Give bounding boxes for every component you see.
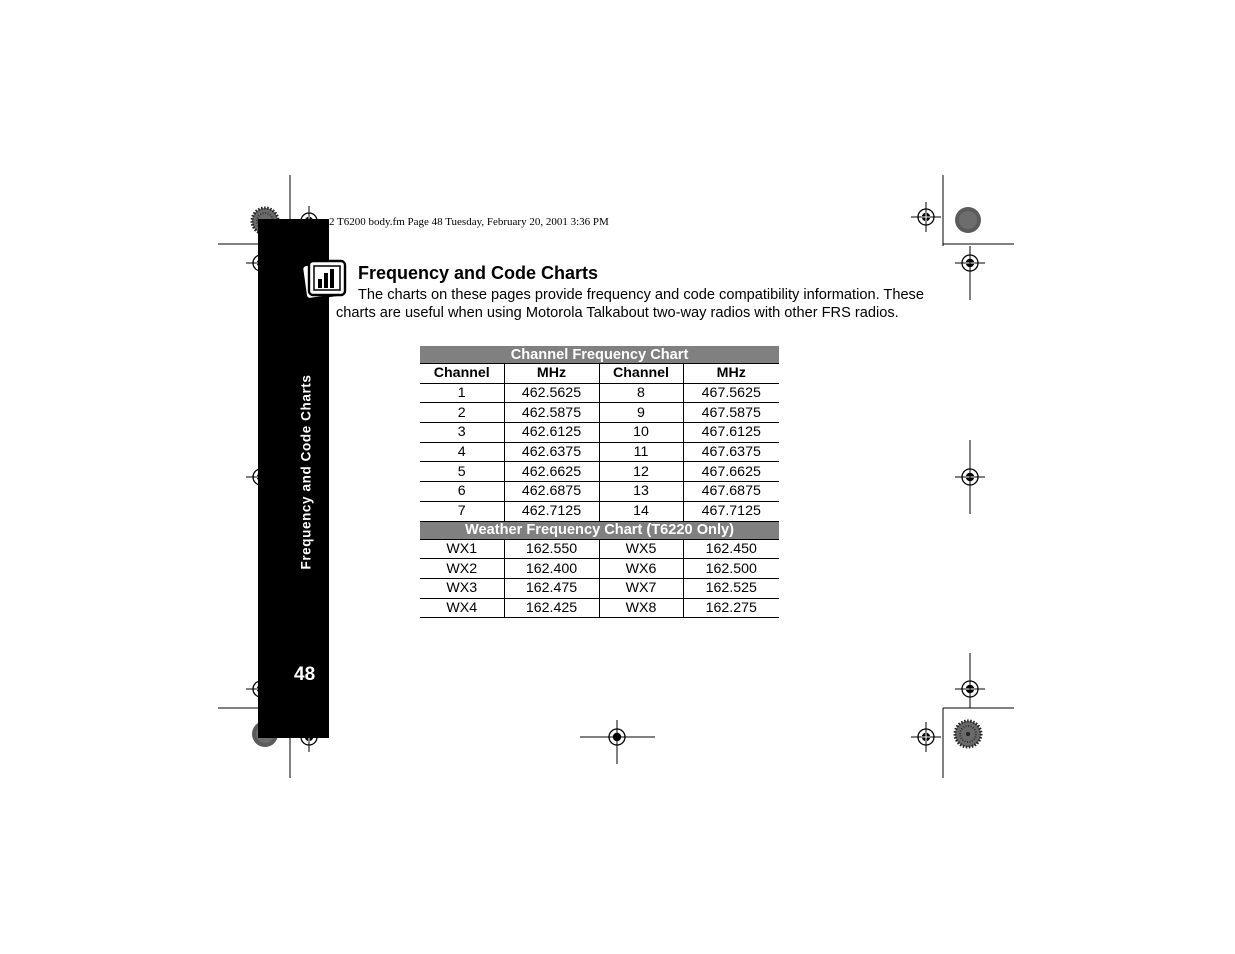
table-cell: 5 [420,462,504,482]
page-number: 48 [294,664,316,685]
weather-chart-banner [420,521,779,539]
table-cell: WX5 [599,539,683,559]
table-cell: 467.5625 [683,383,779,403]
table-cell: WX4 [420,598,504,618]
table-cell: 462.6125 [504,423,599,443]
table-cell: 2 [420,403,504,423]
column-header: Channel [599,364,683,384]
table-row [420,403,779,423]
table-cell: 162.525 [683,578,779,598]
table-cell: 162.425 [504,598,599,618]
column-header: MHz [683,364,779,384]
table-row [420,462,779,482]
table-cell: 162.550 [504,539,599,559]
table-cell: 12 [599,462,683,482]
table-cell: 462.7125 [504,501,599,521]
table-cell: 462.5875 [504,403,599,423]
table-row [420,423,779,443]
table-cell: 462.6875 [504,482,599,502]
table-row [420,501,779,521]
table-row [420,578,779,598]
table-cell: 462.6375 [504,442,599,462]
column-header: MHz [504,364,599,384]
frequency-table [420,346,779,618]
table-cell: 162.450 [683,539,779,559]
table-cell: WX2 [420,559,504,579]
table-cell: 4 [420,442,504,462]
table-cell: 162.500 [683,559,779,579]
table-row [420,482,779,502]
table-cell: 467.6125 [683,423,779,443]
page-header: 2 T6200 body.fm Page 48 Tuesday, February 20, 2001 3:36 PM [329,216,609,228]
table-cell: WX8 [599,598,683,618]
table-cell: WX7 [599,578,683,598]
table-cell: 162.400 [504,559,599,579]
intro-paragraph: The charts on these pages provide frequency and code compatibility information. These charts are useful when using Motorola Talkabout two-way radios with other FRS radios. [336,287,924,321]
table-cell: 462.5625 [504,383,599,403]
table-cell: 8 [599,383,683,403]
table-cell: 9 [599,403,683,423]
table-row [420,598,779,618]
table-row [420,442,779,462]
table-cell: 467.7125 [683,501,779,521]
table-cell: 13 [599,482,683,502]
table-cell: 1 [420,383,504,403]
section-title: Frequency and Code Charts [358,263,599,283]
table-cell: 467.6625 [683,462,779,482]
table-cell: 3 [420,423,504,443]
table-cell: 11 [599,442,683,462]
table-row [420,559,779,579]
sidebar-section-label: Frequency and Code Charts [298,374,314,570]
table-cell: 6 [420,482,504,502]
table-cell: 462.6625 [504,462,599,482]
table-header-row [420,364,779,384]
table-cell: 467.5875 [683,403,779,423]
table-row [420,383,779,403]
table-row [420,539,779,559]
table-cell: 162.475 [504,578,599,598]
channel-chart-banner [420,346,779,364]
table-cell: 7 [420,501,504,521]
table-cell: 162.275 [683,598,779,618]
weather-chart-banner-title: Weather Frequency Chart (T6220 Only) [420,521,779,539]
table-cell: 467.6375 [683,442,779,462]
table-cell: WX1 [420,539,504,559]
table-cell: 14 [599,501,683,521]
table-cell: 10 [599,423,683,443]
channel-chart-banner-title: Channel Frequency Chart [420,346,779,364]
table-cell: 467.6875 [683,482,779,502]
table-cell: WX6 [599,559,683,579]
table-cell: WX3 [420,578,504,598]
column-header: Channel [420,364,504,384]
